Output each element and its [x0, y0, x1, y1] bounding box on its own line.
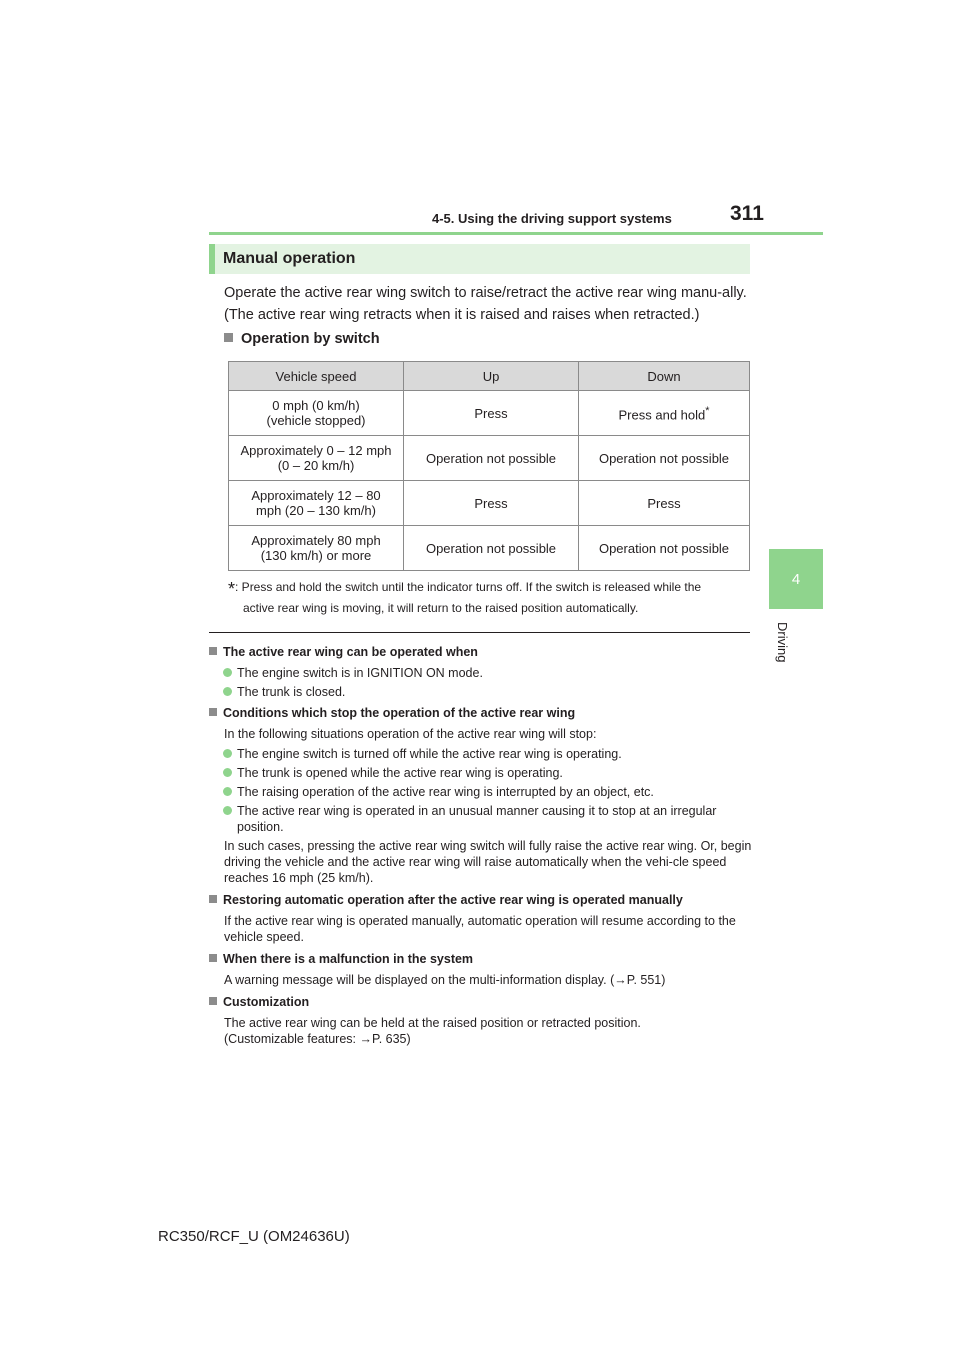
note-paragraph: If the active rear wing is operated manually, automatic operation will resume according to the vehicle speed.: [224, 914, 736, 944]
bullet-dot-icon: [223, 668, 232, 677]
page-reference-link[interactable]: →P. 551): [614, 973, 666, 987]
speed-line: 0 mph (0 km/h): [272, 398, 360, 413]
column-header-down: Down: [579, 362, 750, 391]
bullet-dot-icon: [223, 768, 232, 777]
note-text: (Customizable features:: [224, 1032, 360, 1046]
notes-section: [209, 642, 754, 1051]
list-item: [209, 803, 754, 835]
down-cell: [579, 391, 750, 436]
note-text: A warning message will be displayed on the multi-information display. (: [224, 973, 615, 987]
list-item: [209, 665, 754, 681]
note-heading: [209, 642, 754, 663]
list-item-text: The active rear wing is operated in an unusual manner causing it to stop at an irregular position.: [237, 804, 717, 834]
up-cell: Operation not possible: [404, 526, 579, 571]
table-row: [229, 481, 750, 526]
section-title: 4-5. Using the driving support systems: [432, 211, 672, 226]
header-rule: [209, 232, 823, 235]
up-cell: Operation not possible: [404, 436, 579, 481]
bullet-dot-icon: [223, 749, 232, 758]
up-cell: Press: [404, 481, 579, 526]
square-bullet-icon: [209, 954, 217, 962]
note-paragraph: [209, 972, 754, 988]
document-footer: RC350/RCF_U (OM24636U): [158, 1228, 350, 1245]
table-row: [229, 391, 750, 436]
note-heading-text: Restoring automatic operation after the active rear wing is operated manually: [223, 893, 683, 907]
column-header-speed: Vehicle speed: [229, 362, 404, 391]
column-header-up: Up: [404, 362, 579, 391]
list-item-text: The engine switch is turned off while the active rear wing is operating.: [237, 747, 622, 761]
down-cell: Operation not possible: [579, 526, 750, 571]
table-header-row: [229, 362, 750, 391]
speed-line: (130 km/h) or more: [260, 548, 372, 563]
table-row: [229, 526, 750, 571]
note-heading: [209, 992, 754, 1013]
bullet-dot-icon: [223, 687, 232, 696]
section-heading: Manual operation: [209, 244, 750, 274]
page-reference-link[interactable]: →P. 635): [359, 1032, 411, 1046]
footnote-line: : Press and hold the switch until the indicator turns off. If the switch is released while the: [235, 580, 702, 594]
speed-line: mph (20 – 130 km/h): [256, 503, 376, 518]
subheading: [224, 331, 380, 347]
list-item: [209, 684, 754, 700]
note-paragraph: [209, 1015, 754, 1047]
square-bullet-icon: [209, 895, 217, 903]
footnote-mark: *: [228, 579, 236, 599]
note-heading: [209, 949, 754, 970]
table-footnote: [228, 578, 758, 618]
down-cell: Operation not possible: [579, 436, 750, 481]
list-item-text: The engine switch is in IGNITION ON mode.: [237, 666, 483, 680]
chapter-tab[interactable]: 4: [769, 549, 823, 609]
square-bullet-icon: [209, 708, 217, 716]
bullet-dot-icon: [223, 806, 232, 815]
speed-line: (vehicle stopped): [266, 413, 366, 428]
note-heading-text: Customization: [223, 995, 310, 1009]
speed-cell: [229, 436, 404, 481]
footnote-line: active rear wing is moving, it will return to the raised position automatically.: [243, 601, 639, 615]
speed-line: Approximately 80 mph: [251, 533, 381, 548]
subheading-text: Operation by switch: [241, 331, 380, 347]
square-bullet-icon: [224, 333, 233, 342]
speed-line: Approximately 12 – 80: [251, 488, 381, 503]
list-item-text: The trunk is opened while the active rear wing is operating.: [237, 766, 563, 780]
note-paragraph: In such cases, pressing the active rear wing switch will fully raise the active rear wing. Or, begin driving the vehicle and the active rear wing will raise automatically when the vehi-cle speed reaches 16 mph (25 km/h).: [224, 839, 752, 885]
note-heading-text: When there is a malfunction in the system: [223, 952, 474, 966]
square-bullet-icon: [209, 997, 217, 1005]
speed-line: Approximately 0 – 12 mph: [240, 443, 392, 458]
down-cell: Press: [579, 481, 750, 526]
list-item-text: The trunk is closed.: [237, 685, 346, 699]
speed-line: (0 – 20 km/h): [277, 458, 355, 473]
note-heading: [209, 890, 754, 911]
up-cell: Press: [404, 391, 579, 436]
note-text: The active rear wing can be held at the raised position or retracted position.: [224, 1016, 641, 1030]
section-divider: [209, 632, 750, 633]
table-row: [229, 436, 750, 481]
page-number: 311: [730, 202, 764, 225]
bullet-dot-icon: [223, 787, 232, 796]
down-text: Press and hold: [618, 407, 706, 423]
speed-cell: [229, 481, 404, 526]
list-item: [209, 784, 754, 800]
speed-cell: [229, 526, 404, 571]
square-bullet-icon: [209, 647, 217, 655]
operation-table: [228, 361, 750, 571]
footnote-mark: *: [705, 404, 710, 417]
list-item-text: The raising operation of the active rear wing is interrupted by an object, etc.: [237, 785, 654, 799]
speed-cell: [229, 391, 404, 436]
note-heading-text: Conditions which stop the operation of the active rear wing: [223, 706, 576, 720]
intro-paragraph: Operate the active rear wing switch to raise/retract the active rear wing manu-ally. (The active rear wing retracts when it is raised and raises when retracted.): [224, 285, 747, 323]
note-paragraph: In the following situations operation of the active rear wing will stop:: [224, 727, 597, 741]
note-heading: [209, 703, 754, 724]
list-item: [209, 765, 754, 781]
list-item: [209, 746, 754, 762]
note-heading-text: The active rear wing can be operated when: [223, 645, 478, 659]
chapter-label: Driving: [775, 622, 790, 663]
